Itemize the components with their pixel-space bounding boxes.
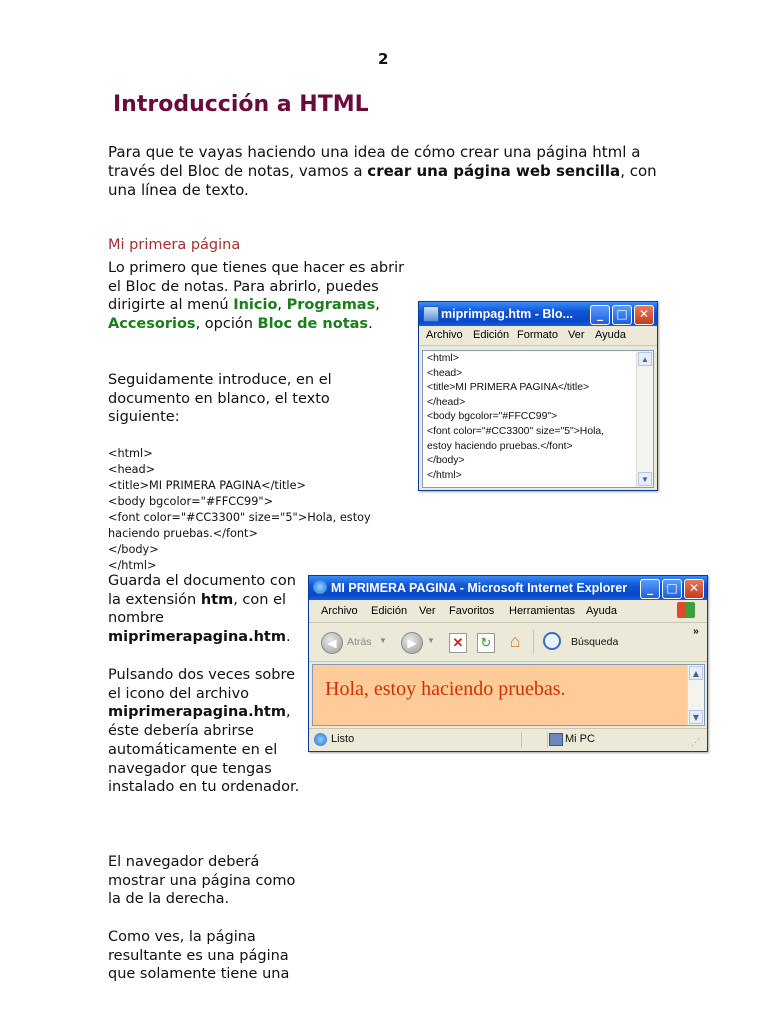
menu-ver[interactable]: Ver <box>419 605 436 617</box>
intro-paragraph <box>108 143 678 200</box>
toolbar-more-icon[interactable]: » <box>693 625 699 637</box>
period: . <box>285 629 291 646</box>
code-line: </body> <box>108 543 159 556</box>
menu-inicio: Inicio <box>233 297 278 314</box>
maximize-button[interactable]: □ <box>612 305 632 325</box>
search-icon[interactable] <box>543 632 561 650</box>
editor-line: </head> <box>427 396 466 408</box>
open-text-2: , éste debería abrirse automáticamente en el navegador que tengas instalado en tu ordenador. <box>108 704 300 796</box>
ie-page-content <box>312 664 705 726</box>
ie-title: MI PRIMERA PAGINA - Microsoft Internet Explorer <box>331 581 628 595</box>
forward-dropdown-icon[interactable]: ▼ <box>427 636 435 645</box>
notepad-window <box>418 301 658 491</box>
menu-ayuda[interactable]: Ayuda <box>586 605 617 617</box>
menu-edicion[interactable]: Edición <box>371 605 408 617</box>
menu-formato[interactable]: Formato <box>517 329 558 341</box>
status-separator <box>547 732 548 748</box>
editor-line: </html> <box>427 469 462 481</box>
forward-arrow-icon[interactable]: ▶ <box>401 632 423 654</box>
menu-edicion[interactable]: Edición <box>473 329 510 341</box>
notepad-text: Lo primero que tienes que hacer es abrir el Bloc de notas. Para abrirlo, puedes dirigirte al menú <box>108 260 405 314</box>
computer-icon <box>549 733 563 746</box>
page-icon <box>314 733 327 746</box>
code-block <box>108 446 371 574</box>
editor-line: <html> <box>427 353 459 364</box>
back-label[interactable]: Atrás <box>347 636 372 648</box>
section-heading: Mi primera página <box>108 237 241 253</box>
save-text: Guarda el documento con la extensión <box>108 573 296 608</box>
ie-menubar <box>309 600 707 623</box>
search-label[interactable]: Búsqueda <box>571 636 619 648</box>
open-text: Pulsando dos veces sobre el icono del archivo <box>108 667 296 702</box>
close-button[interactable]: ✕ <box>634 305 654 325</box>
refresh-icon[interactable]: ↻ <box>477 633 495 653</box>
ie-statusbar <box>309 728 707 751</box>
notepad-menubar <box>419 326 657 346</box>
menu-ver[interactable]: Ver <box>568 329 585 341</box>
back-dropdown-icon[interactable]: ▼ <box>379 636 387 645</box>
scroll-down-icon[interactable]: ▼ <box>638 472 652 486</box>
menu-programas: Programas <box>286 297 376 314</box>
maximize-button[interactable]: □ <box>662 579 682 599</box>
ie-titlebar[interactable] <box>309 576 707 600</box>
close-button[interactable]: ✕ <box>684 579 704 599</box>
menu-archivo[interactable]: Archivo <box>426 329 463 341</box>
vertical-scrollbar[interactable] <box>636 351 653 487</box>
notepad-editor[interactable] <box>422 350 654 488</box>
code-line: </html> <box>108 559 157 572</box>
ie-logo-icon <box>313 580 327 594</box>
code-line: <title>MI PRIMERA PAGINA</title> <box>108 479 306 492</box>
notepad-icon <box>423 306 439 322</box>
code-line: <html> <box>108 447 153 460</box>
ie-window <box>308 575 708 752</box>
editor-line: <head> <box>427 367 463 379</box>
code-intro-paragraph: Seguidamente introduce, en el documento en blanco, el texto siguiente: <box>108 372 332 426</box>
scroll-up-icon[interactable]: ▲ <box>689 666 703 680</box>
intro-bold: crear una página web sencilla <box>367 162 621 180</box>
option-text: , opción <box>195 316 258 333</box>
editor-line: <body bgcolor="#FFCC99"> <box>427 411 558 423</box>
editor-line: <font color="#CC3300" size="5">Hola, <box>427 425 605 437</box>
status-text: Listo <box>331 733 355 745</box>
file-name: miprimerapagina.htm <box>108 704 286 721</box>
vertical-scrollbar[interactable] <box>687 665 704 725</box>
code-line: <font color="#CC3300" size="5">Hola, estoy <box>108 511 371 524</box>
menu-herramientas[interactable]: Herramientas <box>509 605 576 617</box>
file-name: miprimerapagina.htm <box>108 629 286 646</box>
editor-line: </body> <box>427 455 465 467</box>
code-line: haciendo pruebas.</font> <box>108 527 258 540</box>
menu-archivo[interactable]: Archivo <box>321 605 358 617</box>
status-separator <box>521 732 522 748</box>
minimize-button[interactable]: _ <box>590 305 610 325</box>
intro-text: Para que te vayas haciendo una idea de cómo crear una página html a través del Bloc de notas, vamos a <box>108 143 641 180</box>
scroll-down-icon[interactable]: ▼ <box>689 710 703 724</box>
notepad-titlebar[interactable] <box>419 302 657 326</box>
home-icon[interactable]: ⌂ <box>509 631 521 651</box>
comma: , <box>375 297 380 314</box>
code-line: <body bgcolor="#FFCC99"> <box>108 495 274 508</box>
scroll-up-icon[interactable]: ▲ <box>638 352 652 366</box>
stop-icon[interactable]: ✕ <box>449 633 467 653</box>
comma: , <box>277 297 283 314</box>
minimize-button[interactable]: _ <box>640 579 660 599</box>
notepad-title: miprimpag.htm - Blo... <box>441 307 573 321</box>
save-paragraph <box>108 572 303 647</box>
period: . <box>368 316 373 333</box>
browser-paragraph: El navegador deberá mostrar una página como la de la derecha. <box>108 854 296 908</box>
menu-accesorios: Accesorios <box>108 316 196 333</box>
open-paragraph <box>108 666 303 797</box>
editor-line: <title>MI PRIMERA PAGINA</title> <box>427 382 590 394</box>
windows-logo-icon <box>677 602 695 618</box>
intro-end: , con una línea de texto. <box>108 162 657 199</box>
result-paragraph: Como ves, la página resultante es una página que solamente tiene una <box>108 929 290 983</box>
resize-grip-icon[interactable]: ⋰ <box>691 737 700 747</box>
notepad-paragraph <box>108 259 413 334</box>
editor-line: estoy haciendo pruebas.</font> <box>427 440 573 452</box>
code-line: <head> <box>108 463 156 476</box>
zone-text: Mi PC <box>565 733 595 745</box>
ie-toolbar <box>309 623 707 662</box>
page-number: 2 <box>378 50 389 68</box>
back-arrow-icon[interactable]: ◀ <box>321 632 343 654</box>
menu-bloc-de-notas: Bloc de notas <box>257 316 369 333</box>
menu-ayuda[interactable]: Ayuda <box>595 329 626 341</box>
page-message: Hola, estoy haciendo pruebas. <box>325 678 566 700</box>
extension-htm: htm <box>200 591 234 608</box>
save-text-2: , con el nombre <box>108 591 287 627</box>
menu-favoritos[interactable]: Favoritos <box>449 605 495 617</box>
page-title: Introducción a HTML <box>113 92 369 117</box>
toolbar-separator <box>533 630 534 654</box>
